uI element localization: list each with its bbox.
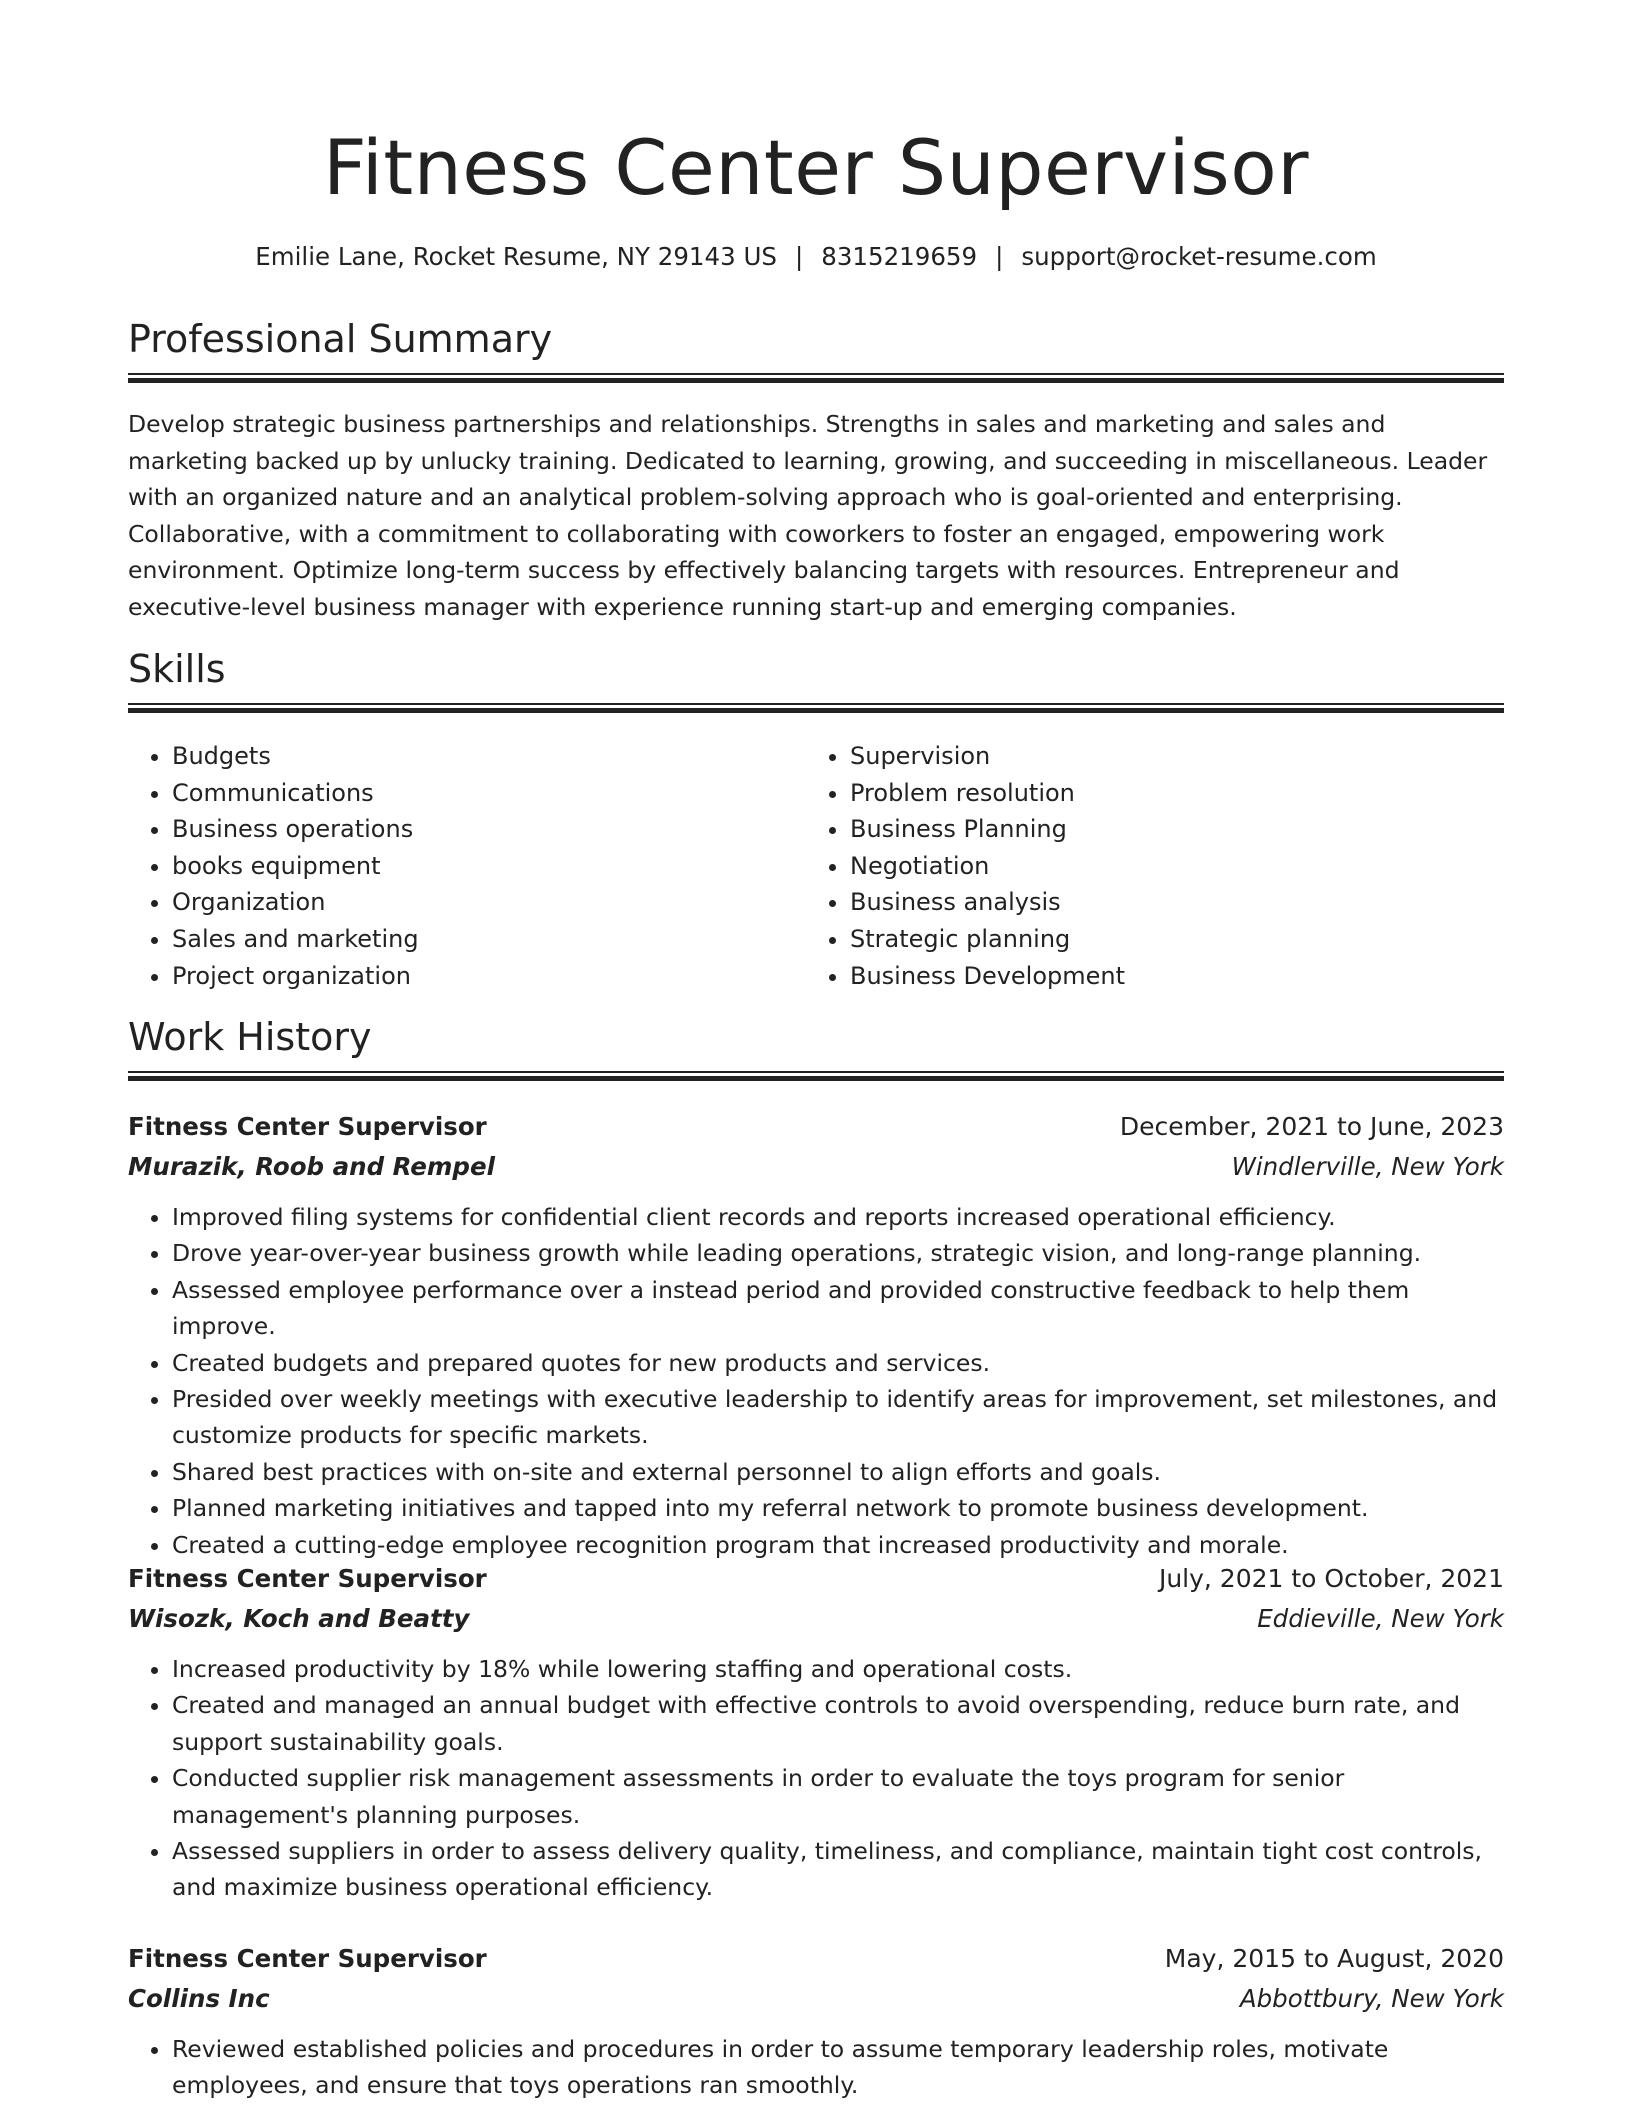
job-header-row xyxy=(128,1107,1504,1147)
job-bullet: • Shared best practices with on-site and external personnel to align efforts and goals. xyxy=(172,1454,1504,1490)
skill-item: • Business Planning xyxy=(850,811,1490,848)
job-entry xyxy=(128,1107,1504,1563)
skill-item: • Strategic planning xyxy=(850,921,1490,958)
section-heading-skills: Skills xyxy=(128,647,226,691)
job-company-row xyxy=(128,1599,1504,1639)
job-location: Abbottbury, New York xyxy=(1239,1984,1504,2013)
skill-item: • Project organization xyxy=(172,958,812,995)
summary-text: Develop strategic business partnerships and relationships. Strengths in sales and marketing and sales and marketing backed up by unlucky training. Dedicated to learning, growing, and succeeding in miscellaneous. Leader with an organized nature and an analytical problem-solving approach who is goal-oriented and enterprising. Collaborative, with a commitment to collaborating with coworkers to foster an engaged, empowering work environment. Optimize long-term success by effectively balancing targets with resources. Entrepreneur and executive-level business manager with experience running start-up and emerging companies. xyxy=(128,410,1488,621)
job-dates: May, 2015 to August, 2020 xyxy=(1164,1944,1504,1973)
section-heading-summary: Professional Summary xyxy=(128,317,553,361)
job-bullets xyxy=(128,1199,1504,1563)
skill-item: • Negotiation xyxy=(850,848,1490,885)
job-company-row xyxy=(128,1979,1504,2019)
section-divider xyxy=(128,373,1504,383)
contact-email: support@rocket-resume.com xyxy=(1021,242,1377,271)
job-entry xyxy=(128,1559,1504,1906)
job-bullet: • Created budgets and prepared quotes for new products and services. xyxy=(172,1345,1504,1381)
job-location: Eddieville, New York xyxy=(1257,1604,1504,1633)
contact-phone: 8315219659 xyxy=(821,242,978,271)
contact-address: Emilie Lane, Rocket Resume, NY 29143 US xyxy=(255,242,777,271)
job-title: Fitness Center Supervisor xyxy=(128,1564,487,1593)
skill-item: • Budgets xyxy=(172,738,812,775)
job-bullet: • Improved filing systems for confidential client records and reports increased operational efficiency. xyxy=(172,1199,1504,1235)
skill-item: • Organization xyxy=(172,884,812,921)
page-title: Fitness Center Supervisor xyxy=(323,123,1309,212)
skill-item: • Business Development xyxy=(850,958,1490,995)
section-divider xyxy=(128,1071,1504,1081)
skill-item: • Business analysis xyxy=(850,884,1490,921)
job-entry xyxy=(128,1939,1504,2104)
contact-separator: | xyxy=(995,242,1004,271)
contact-line xyxy=(128,237,1504,277)
section-divider xyxy=(128,703,1504,713)
skill-item: • Supervision xyxy=(850,738,1490,775)
skill-item: • Business operations xyxy=(172,811,812,848)
job-bullet: • Created and managed an annual budget with effective controls to avoid overspending, reduce burn rate, and support sustainability goals. xyxy=(172,1687,1504,1760)
skill-item: • Sales and marketing xyxy=(172,921,812,958)
job-header-row xyxy=(128,1939,1504,1979)
job-bullet: • Drove year-over-year business growth while leading operations, strategic vision, and long-range planning. xyxy=(172,1235,1504,1271)
job-bullets xyxy=(128,2031,1504,2104)
contact-separator: | xyxy=(794,242,804,271)
job-company-row xyxy=(128,1147,1504,1187)
section-heading-work-history: Work History xyxy=(128,1015,372,1059)
job-title: Fitness Center Supervisor xyxy=(128,1112,487,1141)
job-dates: December, 2021 to June, 2023 xyxy=(1119,1112,1504,1141)
job-company: Wisozk, Koch and Beatty xyxy=(128,1604,470,1633)
skill-item: • books equipment xyxy=(172,848,812,885)
job-bullet: • Assessed employee performance over a instead period and provided constructive feedback to help them improve. xyxy=(172,1272,1504,1345)
job-title: Fitness Center Supervisor xyxy=(128,1944,487,1973)
job-bullet: • Presided over weekly meetings with executive leadership to identify areas for improvement, set milestones, and customize products for specific markets. xyxy=(172,1381,1504,1454)
job-bullet: • Created a cutting-edge employee recognition program that increased productivity and morale. xyxy=(172,1527,1504,1563)
job-company: Murazik, Roob and Rempel xyxy=(128,1152,495,1181)
job-dates: July, 2021 to October, 2021 xyxy=(1158,1564,1504,1593)
skills-column-left xyxy=(128,738,812,994)
job-bullet: • Assessed suppliers in order to assess delivery quality, timeliness, and compliance, maintain tight cost controls, and maximize business operational efficiency. xyxy=(172,1833,1504,1906)
job-bullet: • Increased productivity by 18% while lowering staffing and operational costs. xyxy=(172,1651,1504,1687)
job-company: Collins Inc xyxy=(128,1984,270,2013)
skills-column-right xyxy=(806,738,1490,994)
skill-item: • Problem resolution xyxy=(850,775,1490,812)
skill-item: • Communications xyxy=(172,775,812,812)
job-bullets xyxy=(128,1651,1504,1906)
job-bullet: • Conducted supplier risk management assessments in order to evaluate the toys program for senior management's planning purposes. xyxy=(172,1760,1504,1833)
job-bullet: • Reviewed established policies and procedures in order to assume temporary leadership roles, motivate employees, and ensure that toys operations ran smoothly. xyxy=(172,2031,1504,2104)
job-bullet: • Planned marketing initiatives and tapped into my referral network to promote business development. xyxy=(172,1490,1504,1526)
job-header-row xyxy=(128,1559,1504,1599)
job-location: Windlerville, New York xyxy=(1231,1152,1504,1181)
